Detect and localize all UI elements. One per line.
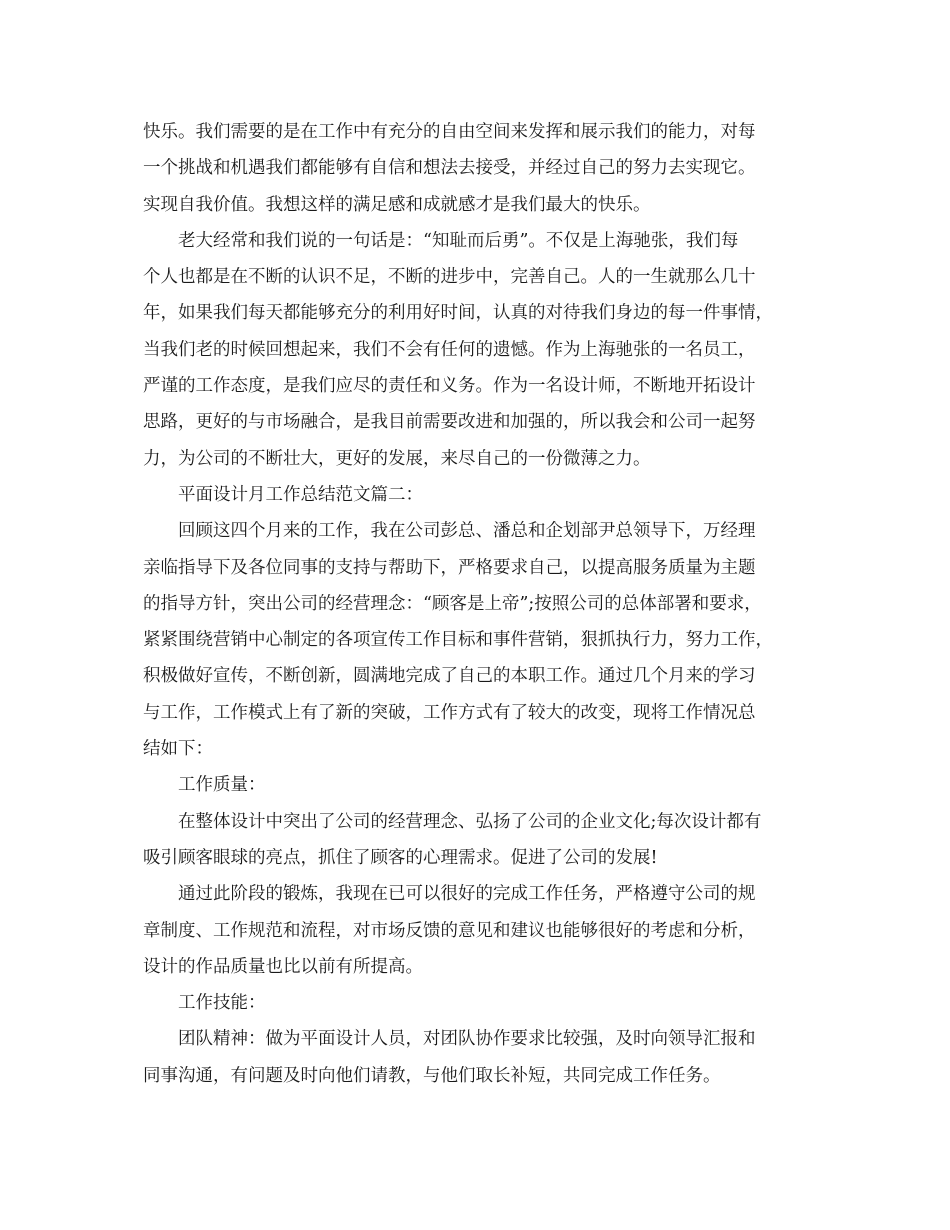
text-line: 与工作，工作模式上有了新的突破，工作方式有了较大的改变，现将工作情况总 bbox=[143, 702, 756, 723]
text-line: 同事沟通，有问题及时向他们请教，与他们取长补短，共同完成工作任务。 bbox=[143, 1065, 721, 1086]
text-line: 积极做好宣传，不断创新，圆满地完成了自己的本职工作。通过几个月来的学习 bbox=[143, 666, 756, 687]
text-line: 章制度、工作规范和流程，对市场反馈的意见和建议也能够很好的考虑和分析， bbox=[143, 920, 756, 941]
text-line: 快乐。我们需要的是在工作中有充分的自由空间来发挥和展示我们的能力，对每 bbox=[143, 122, 756, 142]
text-line: 力，为公司的不断壮大，更好的发展，来尽自己的一份微薄之力。 bbox=[143, 448, 651, 469]
text-line: 吸引顾客眼球的亮点，抓住了顾客的心理需求。促进了公司的发展! bbox=[143, 847, 658, 868]
text-line: 工作技能： bbox=[178, 993, 266, 1014]
text-line: 亲临指导下及各位同事的支持与帮助下，严格要求自己，以提高服务质量为主题 bbox=[143, 557, 756, 578]
text-line: 团队精神：做为平面设计人员，对团队协作要求比较强，及时向领导汇报和 bbox=[178, 1029, 756, 1050]
text-line: 一个挑战和机遇我们都能够有自信和想法去接受，并经过自己的努力去实现它。 bbox=[143, 158, 756, 179]
text-line: 在整体设计中突出了公司的经营理念、弘扬了公司的企业文化;每次设计都有 bbox=[178, 811, 762, 832]
text-line: 平面设计月工作总结范文篇二： bbox=[178, 484, 423, 505]
text-line: 工作质量： bbox=[178, 775, 266, 796]
text-line: 个人也都是在不断的认识不足，不断的进步中，完善自己。人的一生就那么几十 bbox=[143, 267, 756, 288]
text-line: 设计的作品质量也比以前有所提高。 bbox=[143, 956, 423, 977]
text-line: 回顾这四个月来的工作，我在公司彭总、潘总和企划部尹总领导下，万经理 bbox=[178, 521, 756, 542]
text-line: 结如下： bbox=[143, 739, 213, 760]
text-line: 实现自我价值。我想这样的满足感和成就感才是我们最大的快乐。 bbox=[143, 194, 651, 215]
text-line: 紧紧围绕营销中心制定的各项宣传工作目标和事件营销，狠抓执行力，努力工作， bbox=[143, 630, 773, 651]
text-line: 通过此阶段的锻炼，我现在已可以很好的完成工作任务，严格遵守公司的规 bbox=[178, 884, 756, 905]
text-line: 严谨的工作态度，是我们应尽的责任和义务。作为一名设计师，不断地开拓设计 bbox=[143, 376, 756, 397]
text-line: 的指导方针，突出公司的经营理念：“顾客是上帝”;按照公司的总体部署和要求， bbox=[143, 593, 762, 614]
text-line: 当我们老的时候回想起来，我们不会有任何的遗憾。作为上海驰张的一名员工， bbox=[143, 339, 756, 360]
document-body bbox=[143, 114, 813, 1094]
text-line: 年，如果我们每天都能够充分的利用好时间，认真的对待我们身边的每一件事情， bbox=[143, 303, 773, 324]
text-line: 思路，更好的与市场融合，是我目前需要改进和加强的，所以我会和公司一起努 bbox=[143, 412, 756, 433]
text-line: 老大经常和我们说的一句话是：“知耻而后勇”。不仅是上海驰张，我们每 bbox=[178, 230, 739, 251]
